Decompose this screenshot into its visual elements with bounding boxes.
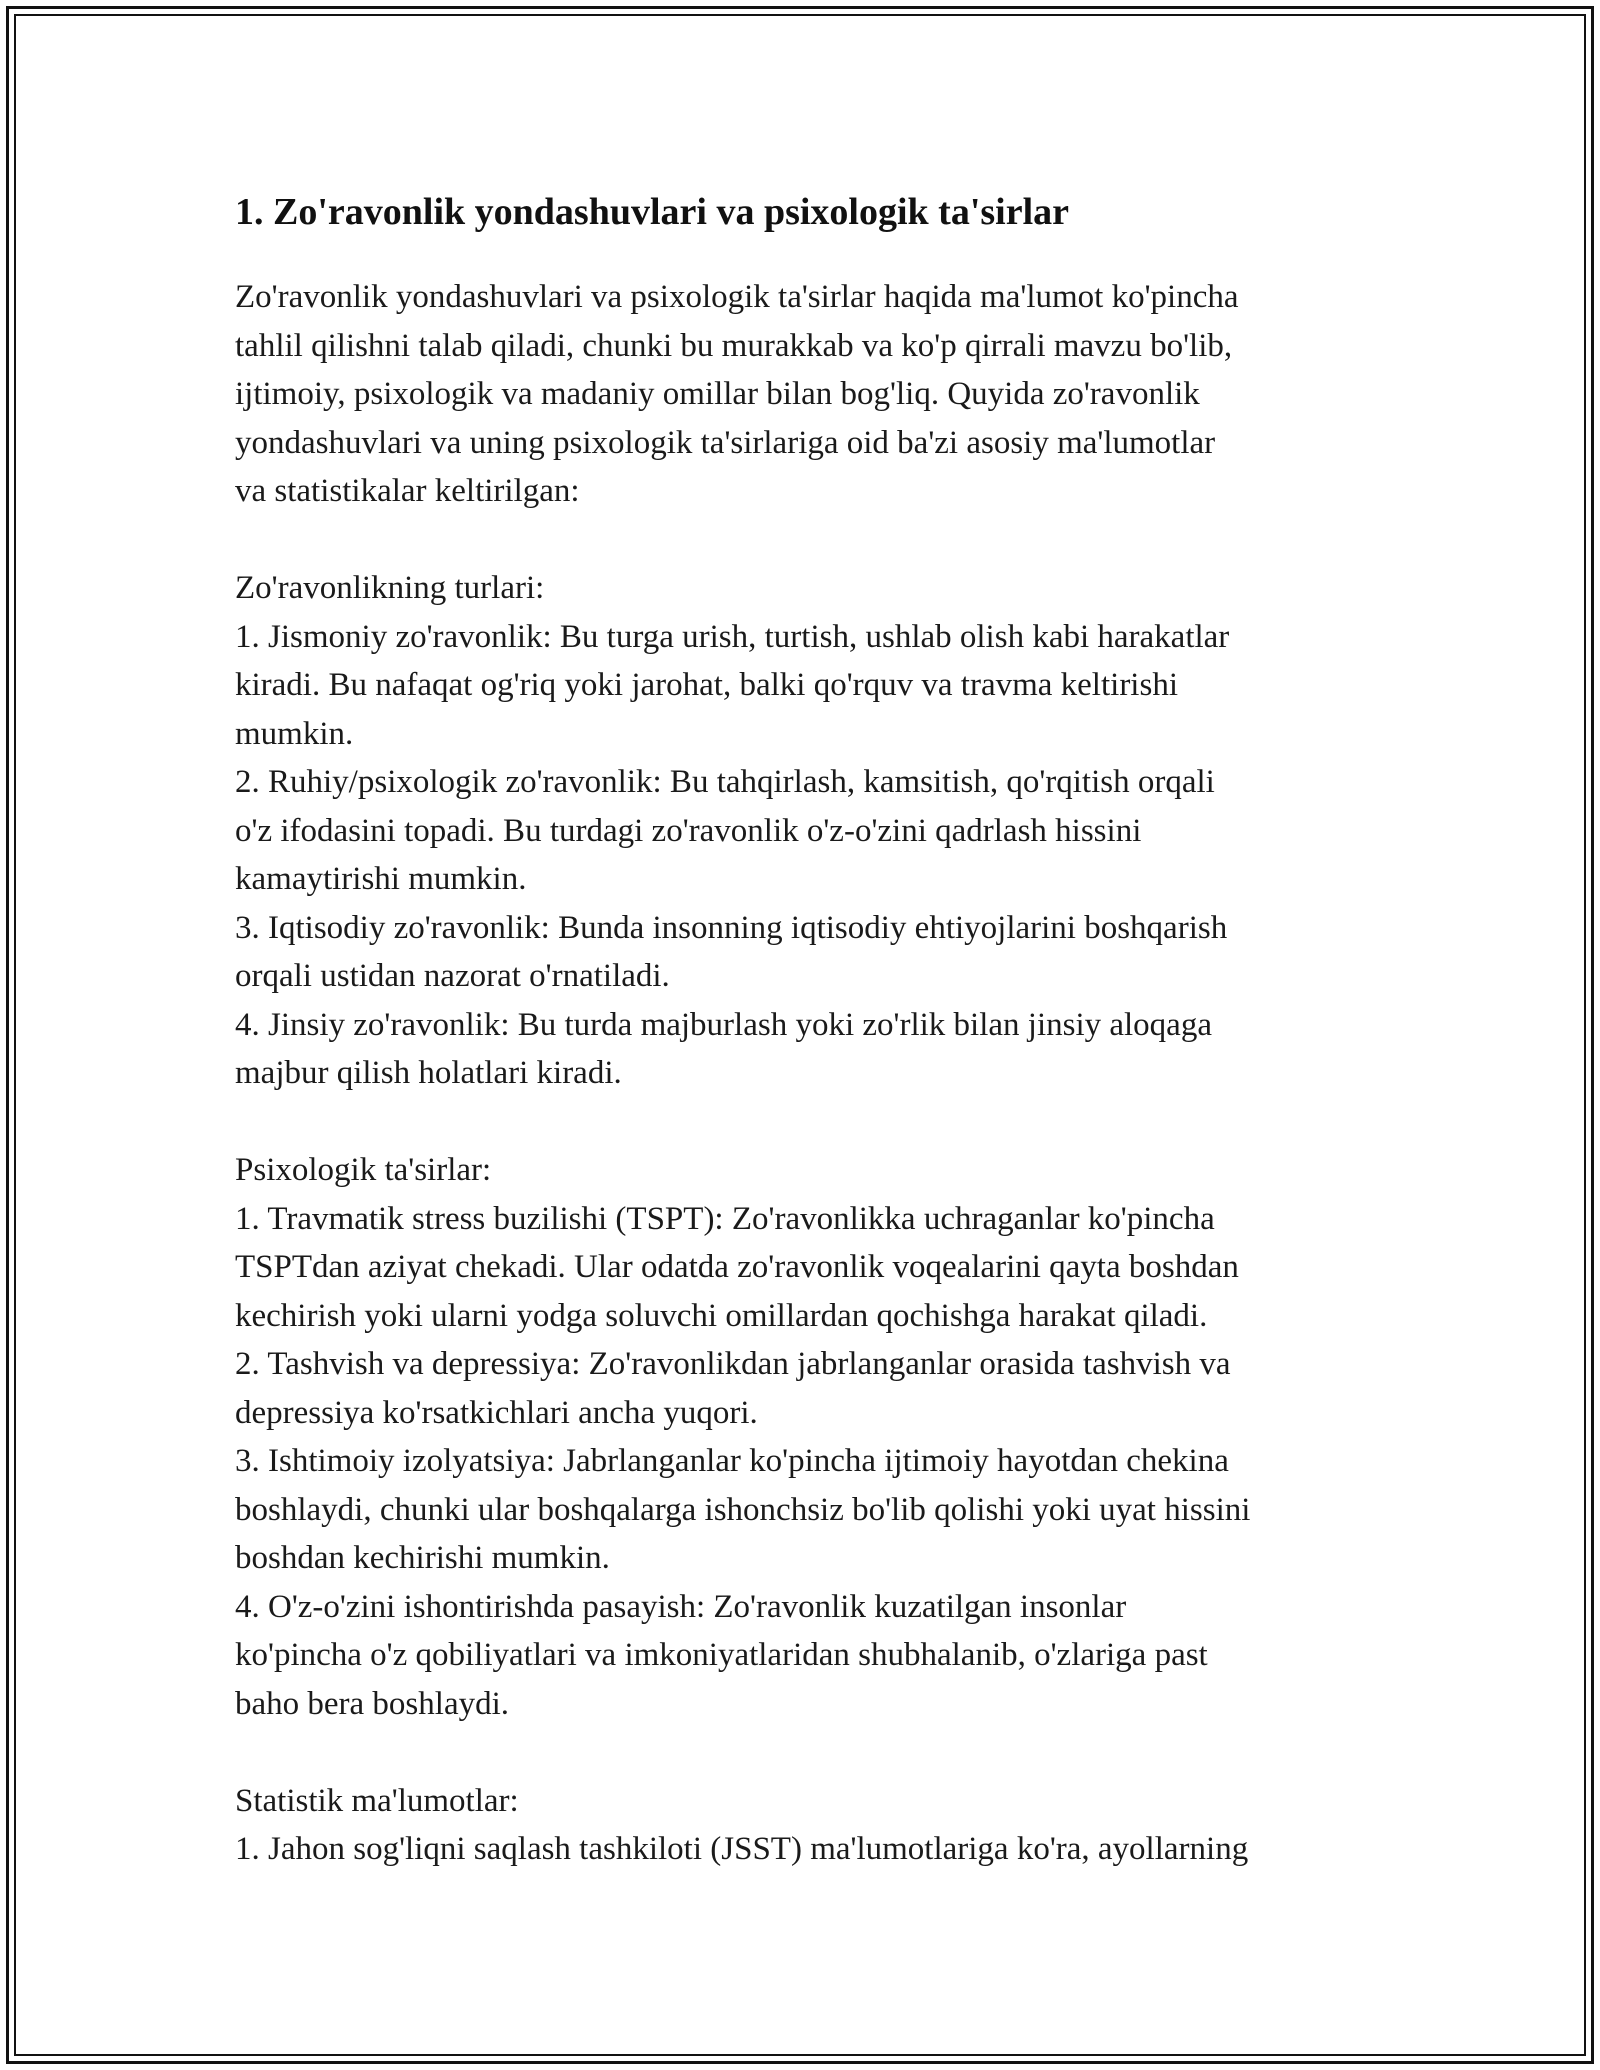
effects-line: depressiya ko'rsatkichlari ancha yuqori. [235, 1394, 758, 1431]
stats-section [235, 1777, 1375, 1874]
intro-line: Zo'ravonlik yondashuvlari va psixologik ta'sirlar haqida ma'lumot ko'pincha [235, 279, 1239, 315]
document-body [235, 186, 1375, 1874]
types-heading: Zo'ravonlikning turlari: [235, 570, 545, 606]
effects-line: 2. Tashvish va depressiya: Zo'ravonlikdan jabrlanganlar orasida tashvish va [235, 1346, 1231, 1382]
types-line: 4. Jinsiy zo'ravonlik: Bu turda majburlash yoki zo'rlik bilan jinsiy aloqaga [235, 1006, 1212, 1043]
effects-line: 1. Travmatik stress buzilishi (TSPT): Zo'ravonlikka uchraganlar ko'pincha [235, 1200, 1215, 1237]
effects-line: boshlaydi, chunki ular boshqalarga ishonchsiz bo'lib qolishi yoki uyat hissini [235, 1491, 1251, 1528]
types-line: o'z ifodasini topadi. Bu turdagi zo'ravonlik o'z-o'zini qadrlash hissini [235, 812, 1142, 849]
effects-heading: Psixologik ta'sirlar: [235, 1152, 492, 1188]
types-line: kiradi. Bu nafaqat og'riq yoki jarohat, balki qo'rquv va travma keltirishi [235, 667, 1178, 703]
effects-line: 3. Ishtimoiy izolyatsiya: Jabrlanganlar ko'pincha ijtimoiy hayotdan chekina [235, 1443, 1229, 1479]
effects-section [235, 1146, 1375, 1728]
stats-line: 1. Jahon sog'liqni saqlash tashkiloti (JSST) ma'lumotlariga ko'ra, ayollarning [235, 1831, 1249, 1867]
types-line: 3. Iqtisodiy zo'ravonlik: Bunda insonning iqtisodiy ehtiyojlarini boshqarish [235, 909, 1228, 946]
effects-line: ko'pincha o'z qobiliyatlari va imkoniyatlaridan shubhalanib, o'zlariga past [235, 1637, 1208, 1673]
types-section [235, 564, 1375, 1098]
intro-line: va statistikalar keltirilgan: [235, 473, 580, 509]
intro-paragraph [235, 273, 1375, 516]
types-line: kamaytirishi mumkin. [235, 861, 527, 897]
effects-line: boshdan kechirishi mumkin. [235, 1540, 610, 1576]
paragraph-gap [235, 1728, 1375, 1777]
paragraph-gap [235, 516, 1375, 565]
types-line: mumkin. [235, 715, 354, 752]
intro-line: yondashuvlari va uning psixologik ta'sirlariga oid ba'zi asosiy ma'lumotlar [235, 424, 1216, 461]
paragraph-gap [235, 1098, 1375, 1147]
effects-line: TSPTdan aziyat chekadi. Ular odatda zo'ravonlik voqealarini qayta boshdan [235, 1249, 1239, 1285]
effects-line: kechirish yoki ularni yodga soluvchi omillardan qochishga harakat qiladi. [235, 1297, 1208, 1334]
intro-line: ijtimoiy, psixologik va madaniy omillar bilan bog'liq. Quyida zo'ravonlik [235, 376, 1200, 412]
effects-line: baho bera boshlaydi. [235, 1685, 510, 1722]
types-line: majbur qilish holatlari kiradi. [235, 1055, 622, 1091]
effects-line: 4. O'z-o'zini ishontirishda pasayish: Zo'ravonlik kuzatilgan insonlar [235, 1588, 1127, 1625]
types-line: 1. Jismoniy zo'ravonlik: Bu turga urish, turtish, ushlab olish kabi harakatlar [235, 618, 1230, 655]
intro-line: tahlil qilishni talab qiladi, chunki bu murakkab va ko'p qirrali mavzu bo'lib, [235, 327, 1233, 364]
types-line: orqali ustidan nazorat o'rnatiladi. [235, 958, 670, 994]
document-title: 1. Zo'ravonlik yondashuvlari va psixologik ta'sirlar [235, 191, 1070, 233]
types-line: 2. Ruhiy/psixologik zo'ravonlik: Bu tahqirlash, kamsitish, qo'rqitish orqali [235, 764, 1215, 800]
stats-heading: Statistik ma'lumotlar: [235, 1782, 519, 1819]
